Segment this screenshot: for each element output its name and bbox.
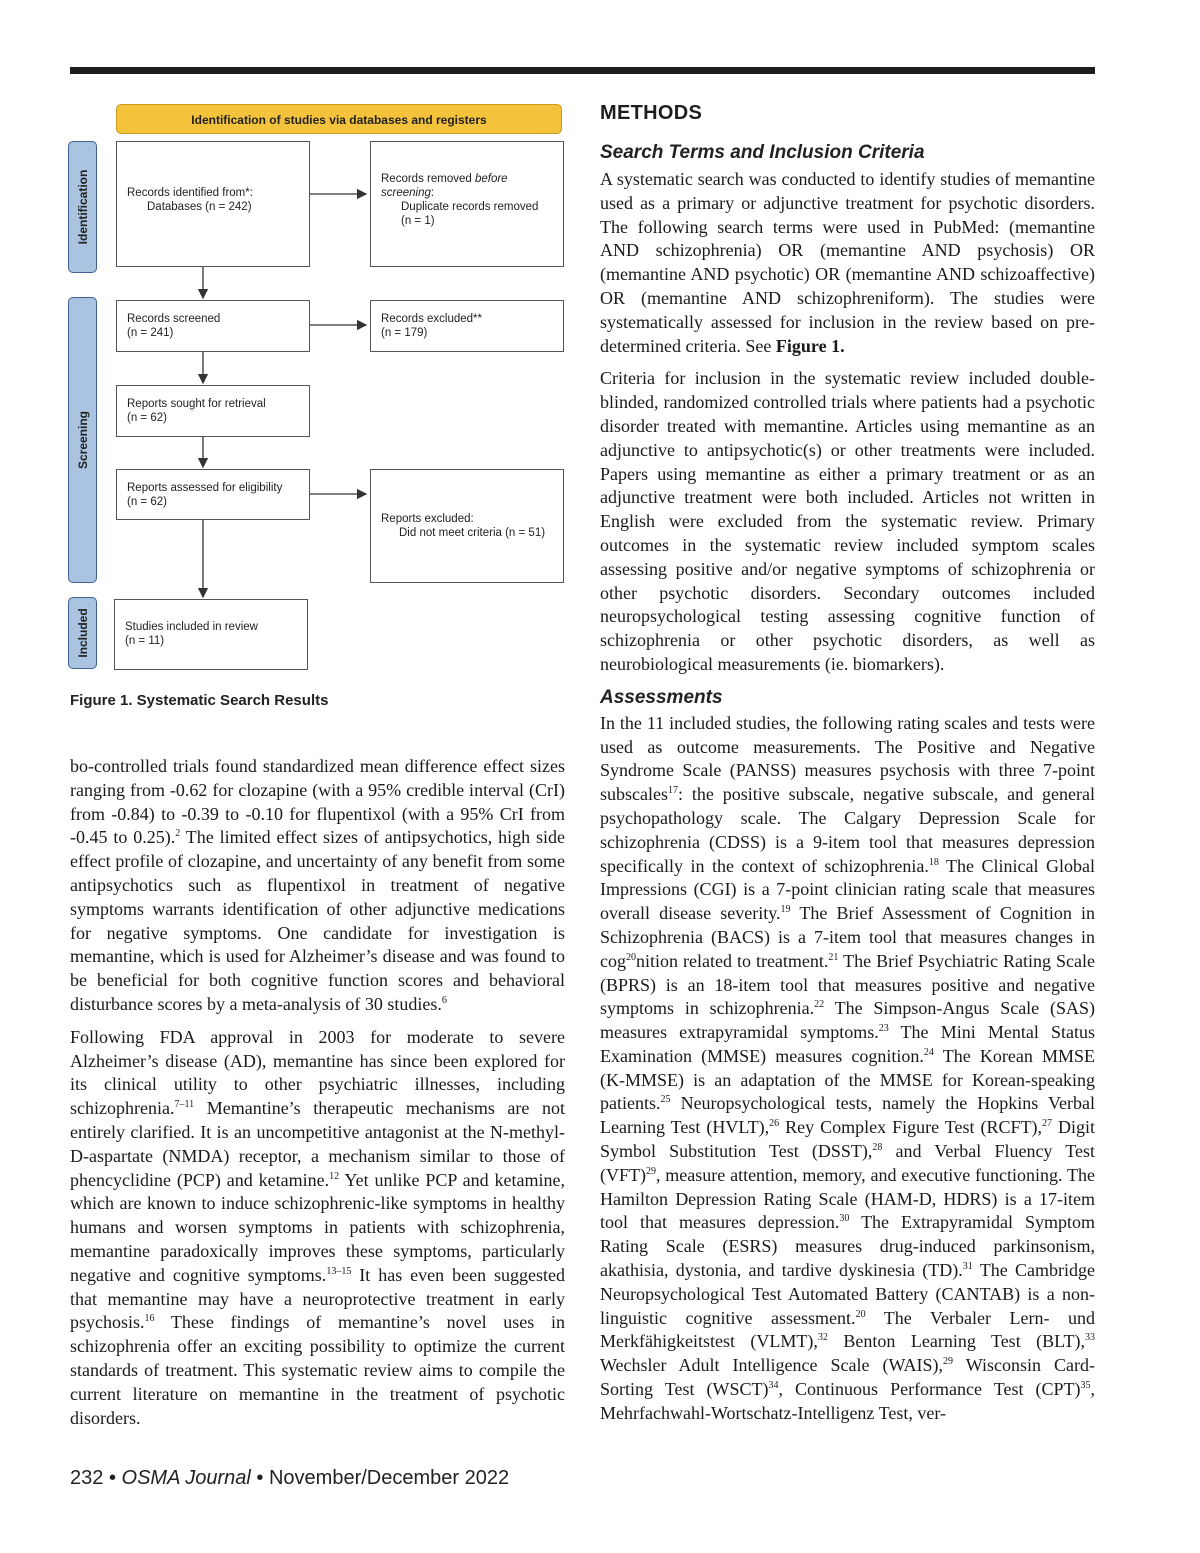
phase-screening: Screening [68, 297, 97, 583]
box-studies-included: Studies included in review (n = 11) [114, 599, 308, 670]
paragraph: Criteria for inclusion in the systematic review included double-blinded, randomized controlled trials where patients had a psychotic disorder treated with memantine. Articles using memantine as an adjunctive to antipsychotic(s) or other treatments were included. Papers using memantine as either a primary treatment or as an adjunctive treatment were both included. Articles not written in English were excluded from the systematic review. Primary outcomes in the systematic review included symptom scales assessing positive and/or negative symptoms of schizophrenia or other psychotic disorders. Secondary outcomes included neuropsychological testing assessing cognitive function of schizophrenia or other psychotic disorders, as well as neurobiological measurements (ie. biomarkers). [600, 368, 1095, 674]
box-records-excluded: Records excluded** (n = 179) [370, 300, 564, 352]
phase-identification: Identification [68, 141, 97, 273]
box-records-removed: Records removed before screening: Duplicate records removed (n = 1) [370, 141, 564, 267]
page-number: 232 [70, 1467, 104, 1489]
journal-name: OSMA Journal [121, 1467, 251, 1489]
figure-caption: Figure 1. Systematic Search Results [70, 692, 329, 709]
figure-header: Identification of studies via databases and registers [116, 104, 562, 134]
prisma-flow-diagram [66, 104, 568, 684]
box-reports-excluded: Reports excluded: Did not meet criteria (n = 51) [370, 469, 564, 583]
top-rule [70, 67, 1095, 74]
paragraph: In the 11 included studies, the following rating scales and tests were used as outcome measurements. The Positive and Negative Syndrome Scale (PANSS) measures psychosis with three 7-point subscales$^{17}$: the positive subscale, negative subscale, and general psychopathology scale. The Calgary Depression Scale for schizophrenia (CDSS) is a 9-item tool that measures depression specifically in the context of schizophrenia.$^{18}$ The Clinical Global Impressions (CGI) is a 7-point clinician rating scale that measures overall disease severity.$^{19}$ The Brief Assessment of Cognition in Schizophrenia (BACS) is a 7-item tool that measures changes in cog$^{20}$nition related to treatment.$^{21}$ The Brief Psychiatric Rating Scale (BPRS) is an 18-item tool that measures positive and negative symptoms in schizophrenia.$^{22}$ The Simpson-Angus Scale (SAS) measures extrapyramidal symptoms.$^{23}$ The Mini Mental Status Examination (MMSE) measures cognition.$^{24}$ The Korean MMSE (K-MMSE) is an adaptation of the MMSE for Korean-speaking patients.$^{25}$ Neuropsychological tests, namely the Hopkins Verbal Learning Test (HVLT),$^{26}$ Rey Complex Figure Test (RCFT),$^{27}$ Digit Symbol Substitution Test (DSST),$^{28}$ and Verbal Fluency Test (VFT)$^{29}$, measure attention, memory, and executive functioning. The Hamilton Depression Rating Scale (HAM-D, HDRS) is a 17-item tool that measures depression.$^{30}$ The Extrapyramidal Symptom Rating Scale (ESRS) measures drug-induced parkinsonism, akathisia, dystonia, and tardive dyskinesia (TD).$^{31}$ The Cambridge Neuropsychological Test Automated Battery (CANTAB) is a non-linguistic cognitive assessment.$^{20}$ The Verbaler Lern- und Merkfähigkeitstest (VLMT),$^{32}$ Benton Learning Test (BLT),$^{33}$ Wechsler Adult Intelligence Scale (WAIS),$^{29}$ Wisconsin Card-Sorting Test (WSCT)$^{34}$, Continuous Performance Test (CPT)$^{35}$, Mehrfachwahl-Wortschatz-Intelligenz Test, ver- [600, 712, 1096, 1423]
box-records-screened: Records screened (n = 241) [116, 300, 310, 352]
box-reports-assessed: Reports assessed for eligibility (n = 62) [116, 469, 310, 520]
paragraph: bo-controlled trials found standardized mean difference effect sizes ranging from -0.62 for clozapine (with a 95% credible interval (CrI) from -0.84) to -0.39 to -0.10 for flupentixol (with a 95% CrI from -0.45 to 0.25).$^2$ The limited effect sizes of antipsychotics, high side effect profile of clozapine, and uncertainty of any benefit from some antipsychotics such as flupentixol in treatment of negative symptoms warrants identification of other adjunctive medications for negative symptoms. One candidate for investigation is memantine, which is used for Alzheimer’s disease and was found to be beneficial for both cognitive function scores and behavioral disturbance scores by a meta-analysis of 30 studies.$^6$ [70, 756, 565, 1014]
page-footer: 232 • OSMA Journal • November/December 2022 [70, 1467, 510, 1489]
box-reports-sought: Reports sought for retrieval (n = 62) [116, 385, 310, 437]
phase-included: Included [68, 597, 97, 669]
left-column [70, 755, 565, 1439]
box-records-identified: Records identified from*: Databases (n = 242) [116, 141, 310, 267]
section-heading-methods: METHODS [600, 102, 703, 124]
subheading-assessments: Assessments [600, 686, 723, 708]
issue-date: November/December 2022 [268, 1467, 510, 1489]
right-column [600, 102, 1096, 1435]
subheading-search-terms: Search Terms and Inclusion Criteria [600, 142, 925, 163]
paragraph: Following FDA approval in 2003 for moderate to severe Alzheimer’s disease (AD), memantine has since been explored for its clinical utility to other psychiatric illnesses, including schizophrenia.$^{7-11}$ Memantine’s therapeutic mechanisms are not entirely clarified. It is an uncompetitive antagonist at the N-methyl-D-aspartate (NMDA) receptor, a mechanism similar to those of phencyclidine (PCP) and ketamine.$^{12}$ Yet unlike PCP and ketamine, which are known to induce schizophrenic-like symptoms in healthy humans and worsen symptoms in patients with schizophrenia, memantine paradoxically improves these symptoms, particularly negative and cognitive symptoms.$^{13-15}$ It has even been suggested that memantine may have a neuroprotective treatment in early psychosis.$^{16}$ These findings of memantine’s novel uses in schizophrenia offer an exciting possibility to optimize the current standards of treatment. This systematic review aims to compile the current literature on memantine in the treatment of psychotic disorders. [70, 1026, 566, 1428]
paragraph: A systematic search was conducted to identify studies of memantine used as a primary or adjunctive treatment for psychotic disorders. The following search terms were used in PubMed: (memantine AND schizophrenia) OR (memantine AND psychosis) OR (memantine AND psychotic) OR (memantine AND schizoaffective) OR (memantine AND schizophreniform). The studies were systematically assessed for inclusion in the review based on pre-determined criteria. See Figure 1. [600, 169, 1095, 356]
